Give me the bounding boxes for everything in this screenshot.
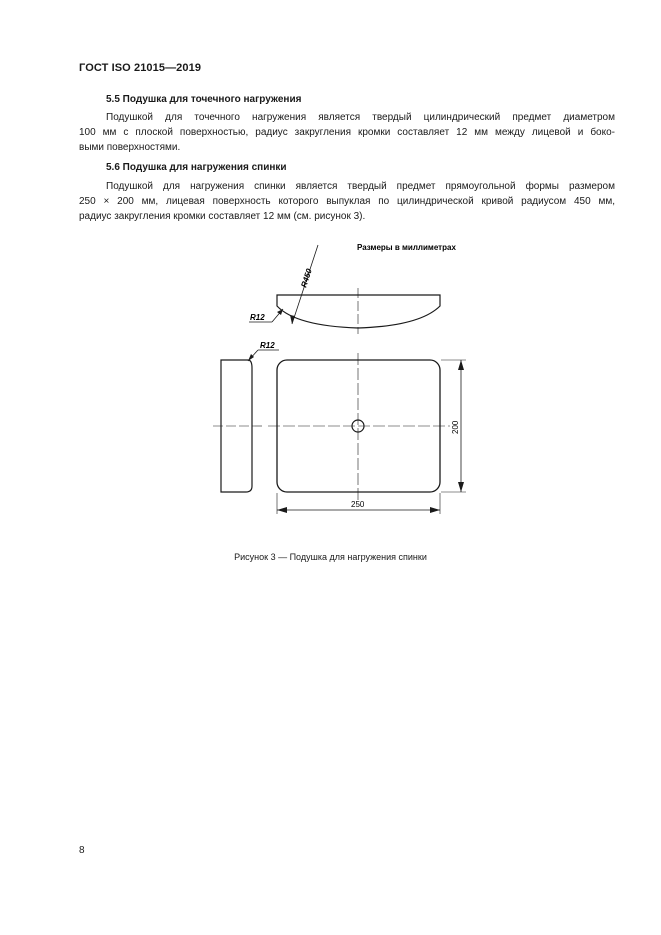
figure-3-drawing (205, 236, 475, 526)
paragraph-line: Подушкой для нагружения спинки является твердый предмет прямоугольной формы размером (106, 181, 615, 192)
r12-leader-side (248, 350, 279, 361)
section-5-5-title: 5.5 Подушка для точечного нагружения (106, 94, 302, 105)
paragraph-line: 250 × 200 мм, лицевая поверхность которого выпуклая по цилиндрической кривой радиусом 450 мм, (79, 196, 615, 207)
units-note: Размеры в миллиметрах (357, 243, 456, 252)
width-dimension-label: 250 (351, 500, 365, 509)
cushion-side-view (213, 360, 262, 492)
paragraph-line: Подушкой для точечного нагружения является твердый цилиндрический предмет диаметром (106, 112, 615, 123)
r450-label: R450 (299, 267, 314, 289)
height-dimension-label: 200 (451, 420, 460, 434)
document-header: ГОСТ ISO 21015—2019 (79, 62, 202, 74)
paragraph-line: 100 мм с плоской поверхностью, радиус закругления кромки составляет 12 мм между лицевой и боко- (79, 127, 615, 138)
cushion-front-view (268, 353, 450, 500)
r12-label-side: R12 (260, 341, 275, 350)
page-number: 8 (79, 845, 85, 856)
paragraph-line: радиус закругления кромки составляет 12 мм (см. рисунок 3). (79, 211, 366, 222)
section-5-6-title: 5.6 Подушка для нагружения спинки (106, 162, 287, 173)
paragraph-line: выми поверхностями. (79, 142, 181, 153)
r12-label-top: R12 (250, 313, 265, 322)
figure-caption: Рисунок 3 — Подушка для нагружения спинки (234, 552, 427, 562)
section-5-6-paragraph (79, 179, 615, 224)
section-5-5-paragraph (79, 110, 615, 155)
